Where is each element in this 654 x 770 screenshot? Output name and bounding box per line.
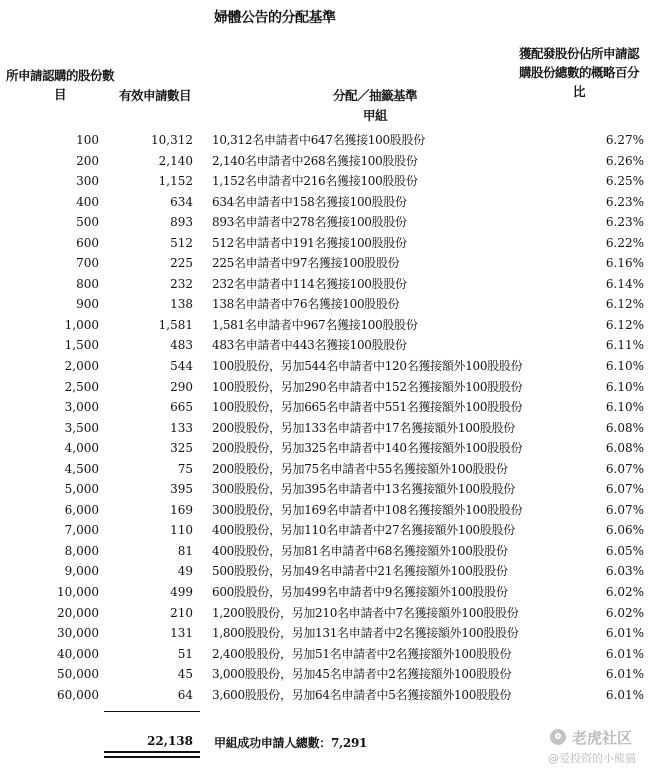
watermark-brand-text: 老虎社区 [572, 729, 633, 747]
table-row [0, 356, 654, 377]
percentage-cell: 6.26% [605, 153, 644, 168]
shares-cell: 60,000 [57, 687, 99, 702]
table-row [0, 192, 654, 213]
valid-count-cell: 49 [177, 564, 193, 579]
table-row [0, 603, 654, 624]
allocation-basis-cell: 2,140名申請者中268名獲接100股股份 [212, 153, 418, 168]
valid-count-cell: 893 [170, 215, 193, 230]
allocation-basis-cell: 1,152名申請者中216名獲接100股股份 [212, 174, 418, 189]
allocation-basis-cell: 3,600股股份，另加64名申請者中5名獲接額外100股股份 [212, 687, 512, 702]
percentage-cell: 6.06% [605, 523, 644, 538]
header-shares-applied: 所申請認購的股份數目 [5, 68, 114, 102]
allotment-table [0, 130, 654, 705]
allocation-basis-cell: 600股股份，另加499名申請者中9名獲接額外100股股份 [212, 585, 508, 600]
valid-count-cell: 544 [170, 359, 193, 374]
shares-cell: 6,000 [64, 502, 99, 517]
percentage-cell: 6.05% [605, 543, 644, 558]
percentage-cell: 6.07% [605, 482, 644, 497]
allocation-basis-cell: 10,312名申請者中647名獲接100股股份 [212, 133, 425, 147]
valid-count-cell: 634 [170, 194, 193, 209]
table-row [0, 253, 654, 274]
percentage-cell: 6.27% [605, 133, 644, 147]
allocation-basis-cell: 300股股份，另加395名申請者中13名獲接額外100股股份 [212, 482, 515, 497]
shares-cell: 9,000 [64, 564, 99, 579]
allocation-basis-cell: 300股股份，另加169名申請者中108名獲接額外100股股份 [212, 502, 523, 517]
valid-count-cell: 110 [170, 523, 193, 538]
table-row [0, 479, 654, 500]
percentage-cell: 6.07% [605, 461, 644, 476]
allocation-basis-cell: 400股股份，另加110名申請者中27名獲接額外100股股份 [212, 523, 515, 538]
table-row [0, 171, 654, 192]
table-row [0, 212, 654, 233]
percentage-cell: 6.01% [605, 646, 644, 661]
table-row [0, 664, 654, 685]
table-row [0, 459, 654, 480]
allocation-basis-cell: 225名申請者中97名獲接100股股份 [212, 256, 400, 271]
allocation-basis-cell: 200股股份，另加325名申請者中140名獲接額外100股股份 [212, 441, 523, 456]
table-row [0, 233, 654, 254]
shares-cell: 20,000 [57, 605, 99, 620]
allocation-basis-cell: 500股股份，另加49名申請者中21名獲接額外100股股份 [212, 564, 508, 579]
valid-count-cell: 325 [170, 441, 193, 456]
table-row [0, 623, 654, 644]
shares-cell: 8,000 [64, 543, 99, 558]
table-row [0, 151, 654, 172]
valid-count-cell: 395 [170, 482, 193, 497]
allocation-basis-cell: 100股股份，另加290名申請者中152名獲接額外100股股份 [212, 379, 523, 394]
percentage-cell: 6.01% [605, 626, 644, 641]
percentage-cell: 6.11% [605, 338, 644, 353]
shares-cell: 3,000 [64, 400, 99, 415]
valid-count-cell: 133 [170, 420, 193, 435]
allocation-basis-cell: 100股股份，另加665名申請者中551名獲接額外100股股份 [212, 400, 523, 415]
total-valid-applications: 22,138 [147, 734, 193, 748]
valid-count-cell: 665 [170, 400, 193, 415]
percentage-cell: 6.02% [605, 585, 644, 600]
shares-cell: 500 [76, 215, 99, 230]
valid-count-cell: 64 [177, 687, 193, 702]
valid-count-cell: 131 [170, 626, 193, 641]
successful-applicants-summary: 甲組成功申請人總數：7,291 [214, 736, 368, 750]
table-row [0, 130, 654, 151]
table-row [0, 644, 654, 665]
tiger-logo-icon [550, 729, 566, 745]
watermark-handle: @爱投资的小熊猫 [548, 752, 636, 765]
shares-cell: 7,000 [64, 523, 99, 538]
allocation-basis-cell: 1,200股股份，另加210名申請者中7名獲接額外100股股份 [212, 605, 519, 620]
valid-count-cell: 232 [170, 276, 193, 291]
shares-cell: 4,500 [64, 461, 99, 476]
percentage-cell: 6.08% [605, 420, 644, 435]
valid-count-cell: 290 [170, 379, 193, 394]
shares-cell: 3,500 [64, 420, 99, 435]
percentage-cell: 6.16% [605, 256, 644, 271]
shares-cell: 200 [76, 153, 99, 168]
allocation-basis-cell: 200股股份，另加75名申請者中55名獲接額外100股股份 [212, 461, 508, 476]
allocation-basis-cell: 634名申請者中158名獲接100股股份 [212, 194, 407, 209]
shares-cell: 700 [76, 256, 99, 271]
allocation-basis-cell: 232名申請者中114名獲接100股股份 [212, 276, 407, 291]
percentage-cell: 6.03% [605, 564, 644, 579]
valid-count-cell: 45 [177, 667, 193, 682]
header-allocation-basis: 分配／抽籤基準 [332, 88, 417, 103]
valid-count-cell: 225 [170, 256, 193, 271]
shares-cell: 800 [76, 276, 99, 291]
percentage-cell: 6.25% [605, 174, 644, 189]
total-double-rule-lower [104, 756, 200, 758]
percentage-cell: 6.10% [605, 379, 644, 394]
valid-count-cell: 169 [170, 502, 193, 517]
shares-cell: 1,500 [64, 338, 99, 353]
shares-cell: 40,000 [57, 646, 99, 661]
allocation-basis-cell: 2,400股股份，另加51名申請者中2名獲接額外100股股份 [212, 646, 512, 661]
valid-count-cell: 75 [177, 461, 193, 476]
table-row [0, 397, 654, 418]
allocation-basis-cell: 3,000股股份，另加45名申請者中2名獲接額外100股股份 [212, 667, 512, 682]
valid-count-cell: 138 [170, 297, 193, 312]
table-row [0, 294, 654, 315]
table-row [0, 377, 654, 398]
total-rule-top [104, 711, 200, 712]
percentage-cell: 6.08% [605, 441, 644, 456]
percentage-cell: 6.23% [605, 194, 644, 209]
shares-cell: 300 [76, 174, 99, 189]
allocation-basis-cell: 893名申請者中278名獲接100股股份 [212, 215, 407, 230]
valid-count-cell: 499 [170, 585, 193, 600]
allocation-basis-cell: 483名申請者中443名獲接100股股份 [212, 338, 407, 353]
valid-count-cell: 10,312 [151, 133, 193, 147]
percentage-cell: 6.12% [605, 317, 644, 332]
percentage-cell: 6.10% [605, 400, 644, 415]
table-row [0, 274, 654, 295]
allocation-basis-cell: 400股股份，另加81名申請者中68名獲接額外100股股份 [212, 543, 508, 558]
shares-cell: 2,500 [64, 379, 99, 394]
shares-cell: 100 [76, 133, 99, 147]
shares-cell: 5,000 [64, 482, 99, 497]
table-row [0, 500, 654, 521]
percentage-cell: 6.22% [605, 235, 644, 250]
shares-cell: 4,000 [64, 441, 99, 456]
percentage-cell: 6.12% [605, 297, 644, 312]
table-row [0, 561, 654, 582]
percentage-cell: 6.01% [605, 667, 644, 682]
shares-cell: 30,000 [57, 626, 99, 641]
valid-count-cell: 1,152 [158, 174, 193, 189]
shares-cell: 1,000 [64, 317, 99, 332]
total-double-rule-upper [104, 751, 200, 753]
table-row [0, 685, 654, 706]
table-row [0, 418, 654, 439]
allocation-basis-cell: 1,581名申請者中967名獲接100股股份 [212, 317, 418, 332]
allocation-basis-cell: 1,800股股份，另加131名申請者中2名獲接額外100股股份 [212, 626, 519, 641]
header-group: 甲組 [362, 108, 387, 123]
allocation-basis-cell: 200股股份，另加133名申請者中17名獲接額外100股股份 [212, 420, 515, 435]
allocation-basis-cell: 100股股份，另加544名申請者中120名獲接額外100股股份 [212, 359, 523, 374]
table-row [0, 315, 654, 336]
valid-count-cell: 81 [177, 543, 193, 558]
shares-cell: 50,000 [57, 667, 99, 682]
valid-count-cell: 51 [177, 646, 193, 661]
table-row [0, 520, 654, 541]
percentage-cell: 6.02% [605, 605, 644, 620]
header-valid-applications: 有效申請數目 [118, 88, 191, 103]
table-row [0, 438, 654, 459]
document-title: 婦體公告的分配基準 [214, 10, 336, 26]
shares-cell: 2,000 [64, 359, 99, 374]
valid-count-cell: 2,140 [158, 153, 193, 168]
shares-cell: 400 [76, 194, 99, 209]
header-percentage: 獲配發股份佔所申請認購股份總數的概略百分比 [518, 46, 639, 99]
valid-count-cell: 210 [170, 605, 193, 620]
watermark-brand [550, 727, 632, 748]
percentage-cell: 6.10% [605, 359, 644, 374]
valid-count-cell: 1,581 [158, 317, 193, 332]
allocation-basis-cell: 512名申請者中191名獲接100股股份 [212, 235, 407, 250]
table-row [0, 541, 654, 562]
table-row [0, 582, 654, 603]
percentage-cell: 6.14% [605, 276, 644, 291]
valid-count-cell: 483 [170, 338, 193, 353]
allocation-basis-cell: 138名申請者中76名獲接100股股份 [212, 297, 400, 312]
percentage-cell: 6.07% [605, 502, 644, 517]
valid-count-cell: 512 [170, 235, 193, 250]
percentage-cell: 6.23% [605, 215, 644, 230]
shares-cell: 900 [76, 297, 99, 312]
percentage-cell: 6.01% [605, 687, 644, 702]
shares-cell: 10,000 [57, 585, 99, 600]
shares-cell: 600 [76, 235, 99, 250]
table-row [0, 335, 654, 356]
